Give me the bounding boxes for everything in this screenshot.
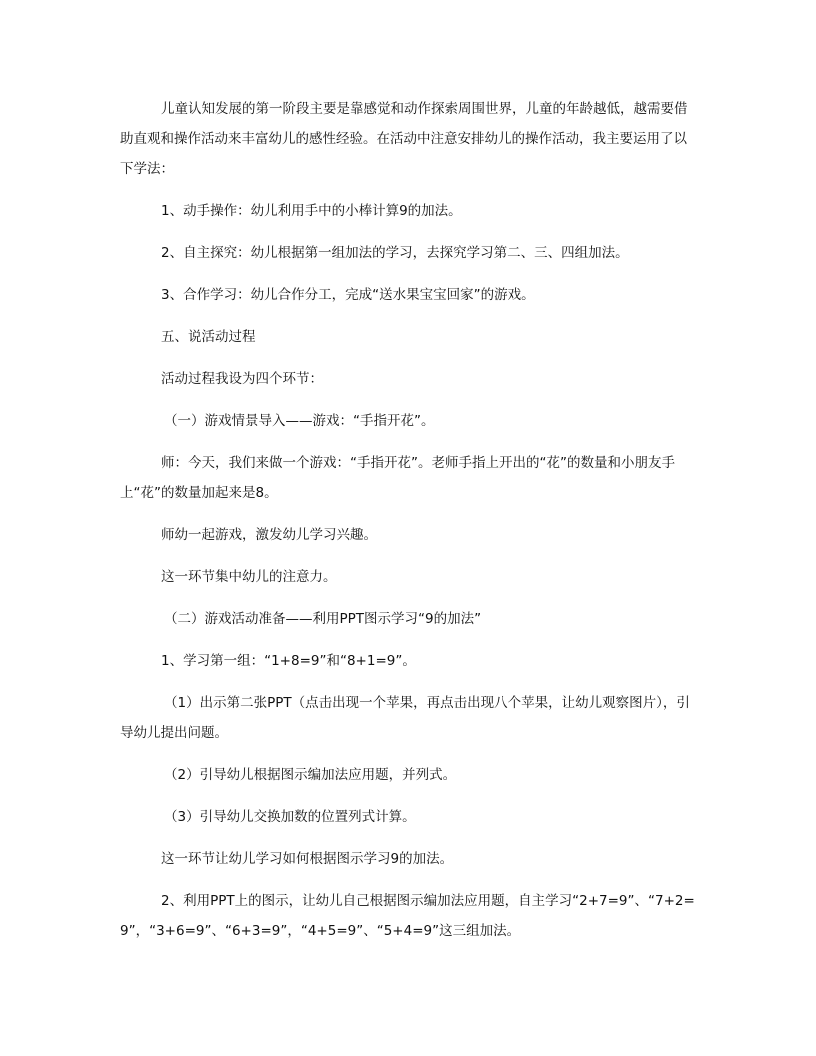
section-heading-process: 五、说活动过程 [161, 329, 256, 345]
paragraph-substep-1: （1）出示第二张PPT（点击出现一个苹果，再点击出现八个苹果，让幼儿观察图片），引导幼儿提出问题。 [120, 695, 690, 741]
paragraph-attention: 这一环节集中幼儿的注意力。 [161, 569, 337, 585]
paragraph-learn-addition: 这一环节让幼儿学习如何根据图示学习9的加法。 [161, 851, 454, 867]
paragraph-self-study: 2、利用PPT上的图示，让幼儿自己根据图示编加法应用题，自主学习“2+7=9”、“7+2=9”，“3+6=9”、“6+3=9”，“4+5=9”、“5+4=9”这三组加法。 [120, 893, 695, 939]
paragraph-method-2: 2、自主探究：幼儿根据第一组加法的学习，去探究学习第二、三、四组加法。 [161, 245, 629, 261]
paragraph-process-intro: 活动过程我设为四个环节： [161, 371, 323, 387]
paragraph-play-together: 师幼一起游戏，激发幼儿学习兴趣。 [161, 527, 377, 543]
paragraph-intro: 儿童认知发展的第一阶段主要是靠感觉和动作探索周围世界，儿童的年龄越低，越需要借助直观和操作活动来丰富幼儿的感性经验。在活动中注意安排幼儿的操作活动，我主要运用了以下学法： [120, 101, 688, 177]
paragraph-substep-2: （2）引导幼儿根据图示编加法应用题，并列式。 [164, 767, 457, 783]
subheading-step-1: （一）游戏情景导入——游戏：“手指开花”。 [164, 413, 435, 429]
paragraph-group-1: 1、学习第一组：“1+8=9”和“8+1=9”。 [161, 653, 416, 669]
paragraph-method-1: 1、动手操作：幼儿利用手中的小棒计算9的加法。 [161, 203, 462, 219]
subheading-step-2: （二）游戏活动准备——利用PPT图示学习“9的加法” [164, 611, 482, 627]
paragraph-teacher-game: 师：今天，我们来做一个游戏：“手指开花”。老师手指上开出的“花”的数量和小朋友手上“花”的数量加起来是8。 [120, 455, 675, 501]
paragraph-method-3: 3、合作学习：幼儿合作分工，完成“送水果宝宝回家”的游戏。 [161, 287, 535, 303]
paragraph-substep-3: （3）引导幼儿交换加数的位置列式计算。 [164, 809, 416, 825]
